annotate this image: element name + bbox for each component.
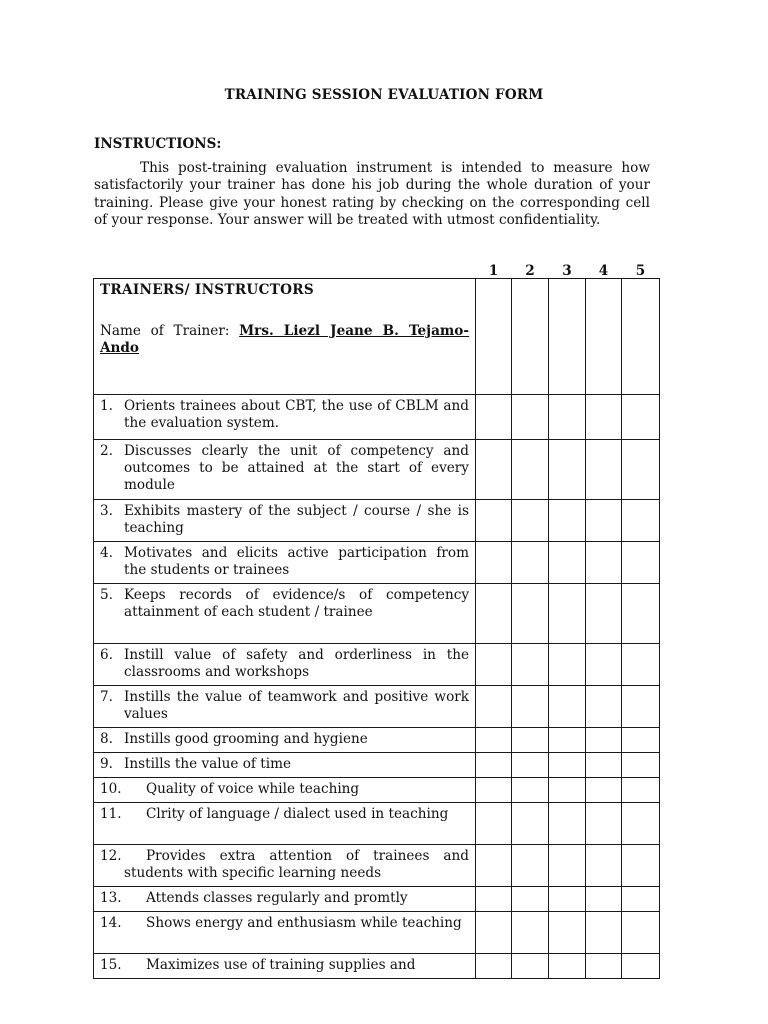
rating-cell-5[interactable] — [622, 887, 660, 912]
table-row — [94, 954, 660, 979]
rating-cell-1[interactable] — [476, 440, 512, 500]
criterion-item — [100, 398, 469, 432]
scale-header-2 — [512, 263, 549, 395]
criterion-text: Instills the value of time — [124, 756, 292, 772]
rating-cell-5[interactable] — [622, 954, 660, 979]
rating-cell-5[interactable] — [622, 753, 660, 778]
criterion-cell — [94, 644, 476, 686]
scale-header-1 — [476, 263, 512, 395]
criterion-number: 14. — [100, 915, 122, 931]
rating-cell-2[interactable] — [512, 584, 549, 644]
rating-cell-1[interactable] — [476, 728, 512, 753]
rating-cell-3[interactable] — [549, 887, 586, 912]
criterion-text: Orients trainees about CBT, the use of CBLM and the evaluation system. — [124, 398, 469, 431]
table-row — [94, 912, 660, 954]
criterion-item — [100, 781, 469, 798]
criterion-text: Instills the value of teamwork and positive work values — [124, 689, 469, 722]
scale-label-3: 3 — [562, 263, 572, 279]
criterion-cell — [94, 500, 476, 542]
rating-cell-1[interactable] — [476, 753, 512, 778]
criterion-cell — [94, 887, 476, 912]
rating-cell-4[interactable] — [586, 542, 622, 584]
criterion-cell — [94, 686, 476, 728]
rating-cell-4[interactable] — [586, 803, 622, 845]
criterion-text: Provides extra attention of trainees and students with specific learning needs — [124, 848, 469, 881]
rating-cell-3[interactable] — [549, 778, 586, 803]
criterion-item — [100, 545, 469, 579]
rating-cell-4[interactable] — [586, 584, 622, 644]
rating-cell-2[interactable] — [512, 728, 549, 753]
criterion-item — [100, 806, 469, 823]
criterion-cell — [94, 542, 476, 584]
criterion-cell — [94, 584, 476, 644]
criterion-cell — [94, 912, 476, 954]
form-title: TRAINING SESSION EVALUATION FORM — [224, 87, 544, 103]
criterion-number: 15. — [100, 957, 122, 973]
criterion-cell — [94, 845, 476, 887]
criterion-number: 12. — [100, 848, 122, 864]
rating-cell-3[interactable] — [549, 500, 586, 542]
criterion-item — [100, 443, 469, 494]
rating-cell-4[interactable] — [586, 395, 622, 440]
table-row — [94, 395, 660, 440]
table-row — [94, 887, 660, 912]
scale-label-5: 5 — [635, 263, 646, 279]
criterion-cell — [94, 778, 476, 803]
instructions-heading: INSTRUCTIONS: — [94, 136, 222, 152]
scale-header-3 — [549, 263, 586, 395]
criterion-item — [100, 890, 469, 907]
rating-cell-2[interactable] — [512, 887, 549, 912]
table-row — [94, 845, 660, 887]
rating-cell-1[interactable] — [476, 912, 512, 954]
rating-cell-2[interactable] — [512, 686, 549, 728]
rating-cell-3[interactable] — [549, 395, 586, 440]
criterion-number: 4. — [100, 545, 113, 561]
rating-cell-1[interactable] — [476, 644, 512, 686]
table-row — [94, 686, 660, 728]
criterion-item — [100, 731, 469, 748]
criterion-item — [100, 587, 469, 621]
rating-cell-2[interactable] — [512, 440, 549, 500]
instructions-text: This post-training evaluation instrument is intended to measure how satisfactorily your trainer has done his job during the whole duration of your training. Please give your honest rating by checking on the corresponding cell of your response. Your answer will be treated with utmost confidentiality. — [94, 160, 650, 228]
criterion-text: Attends classes regularly and promtly — [146, 890, 408, 906]
criterion-number: 3. — [100, 503, 113, 519]
criterion-item — [100, 957, 469, 974]
rating-cell-1[interactable] — [476, 500, 512, 542]
rating-cell-4[interactable] — [586, 778, 622, 803]
rating-cell-3[interactable] — [549, 803, 586, 845]
rating-cell-4[interactable] — [586, 644, 622, 686]
criterion-number: 8. — [100, 731, 113, 747]
table-row — [94, 584, 660, 644]
criterion-text: Instills good grooming and hygiene — [124, 731, 368, 747]
scale-label-4: 4 — [598, 263, 609, 279]
trainer-name: Mrs. Liezl Jeane B. Tejamo-Ando — [100, 323, 470, 356]
scale-header-4 — [586, 263, 622, 395]
criterion-text: Shows energy and enthusiasm while teaching — [146, 915, 462, 931]
rating-cell-4[interactable] — [586, 753, 622, 778]
rating-cell-2[interactable] — [512, 753, 549, 778]
rating-cell-4[interactable] — [586, 500, 622, 542]
rating-cell-4[interactable] — [586, 887, 622, 912]
rating-cell-1[interactable] — [476, 542, 512, 584]
rating-cell-5[interactable] — [622, 845, 660, 887]
table-header-row — [94, 279, 660, 395]
trainers-instructors-label: TRAINERS/ INSTRUCTORS — [100, 282, 314, 298]
criterion-cell — [94, 440, 476, 500]
criterion-cell — [94, 728, 476, 753]
table-row — [94, 644, 660, 686]
rating-cell-3[interactable] — [549, 753, 586, 778]
rating-cell-2[interactable] — [512, 845, 549, 887]
rating-cell-3[interactable] — [549, 954, 586, 979]
rating-cell-1[interactable] — [476, 887, 512, 912]
criterion-item — [100, 756, 469, 773]
rating-cell-5[interactable] — [622, 395, 660, 440]
rating-cell-2[interactable] — [512, 912, 549, 954]
rating-cell-4[interactable] — [586, 686, 622, 728]
rating-cell-2[interactable] — [512, 644, 549, 686]
criterion-text: Discusses clearly the unit of competency and outcomes to be attained at the start of every module — [124, 443, 469, 493]
scale-label-1: 1 — [488, 263, 499, 279]
scale-label-2: 2 — [525, 263, 535, 279]
criterion-item — [100, 915, 469, 932]
criterion-item — [100, 503, 469, 537]
criterion-text: Keeps records of evidence/s of competency attainment of each student / trainee — [124, 587, 469, 620]
criterion-cell — [94, 395, 476, 440]
table-row — [94, 728, 660, 753]
criterion-cell — [94, 753, 476, 778]
rating-cell-2[interactable] — [512, 500, 549, 542]
rating-cell-5[interactable] — [622, 584, 660, 644]
trainer-name-line — [100, 323, 469, 357]
rating-cell-3[interactable] — [549, 686, 586, 728]
rating-cell-2[interactable] — [512, 803, 549, 845]
rating-cell-5[interactable] — [622, 912, 660, 954]
criterion-number: 13. — [100, 890, 122, 906]
rating-cell-1[interactable] — [476, 686, 512, 728]
criterion-number: 9. — [100, 756, 113, 772]
rating-cell-3[interactable] — [549, 584, 586, 644]
rating-cell-5[interactable] — [622, 728, 660, 753]
criterion-number: 1. — [100, 398, 113, 414]
criterion-cell — [94, 954, 476, 979]
rating-cell-4[interactable] — [586, 440, 622, 500]
table-row — [94, 500, 660, 542]
rating-cell-5[interactable] — [622, 500, 660, 542]
rating-cell-4[interactable] — [586, 728, 622, 753]
table-row — [94, 803, 660, 845]
criterion-number: 6. — [100, 647, 113, 663]
criterion-number: 10. — [100, 781, 122, 797]
criterion-text: Exhibits mastery of the subject / course / she is teaching — [124, 503, 469, 536]
evaluation-table — [93, 263, 660, 979]
rating-cell-3[interactable] — [549, 542, 586, 584]
table-row — [94, 753, 660, 778]
rating-cell-2[interactable] — [512, 778, 549, 803]
rating-cell-3[interactable] — [549, 728, 586, 753]
criterion-number: 2. — [100, 443, 113, 459]
criterion-number: 7. — [100, 689, 113, 705]
criterion-text: Motivates and elicits active participation from the students or trainees — [124, 545, 469, 578]
criterion-item — [100, 848, 469, 882]
criterion-text: Instill value of safety and orderliness in the classrooms and workshops — [124, 647, 469, 680]
rating-cell-1[interactable] — [476, 584, 512, 644]
rating-cell-5[interactable] — [622, 542, 660, 584]
rating-cell-4[interactable] — [586, 912, 622, 954]
rating-cell-3[interactable] — [549, 440, 586, 500]
table-row — [94, 542, 660, 584]
rating-cell-2[interactable] — [512, 395, 549, 440]
table-row — [94, 440, 660, 500]
criterion-cell — [94, 803, 476, 845]
criterion-text: Clrity of language / dialect used in teaching — [146, 806, 449, 822]
trainer-name-prefix: Name of Trainer: — [100, 323, 230, 339]
rating-cell-1[interactable] — [476, 845, 512, 887]
rating-cell-5[interactable] — [622, 686, 660, 728]
rating-cell-3[interactable] — [549, 644, 586, 686]
rating-cell-2[interactable] — [512, 954, 549, 979]
criterion-number: 11. — [100, 806, 122, 822]
rating-cell-1[interactable] — [476, 395, 512, 440]
rating-cell-1[interactable] — [476, 954, 512, 979]
rating-cell-5[interactable] — [622, 440, 660, 500]
rating-cell-5[interactable] — [622, 644, 660, 686]
criterion-number: 5. — [100, 587, 113, 603]
scale-header-5 — [622, 263, 660, 395]
table-row — [94, 778, 660, 803]
criterion-item — [100, 689, 469, 723]
rating-cell-1[interactable] — [476, 803, 512, 845]
criterion-item — [100, 647, 469, 681]
rating-cell-1[interactable] — [476, 778, 512, 803]
criterion-text: Maximizes use of training supplies and — [146, 957, 416, 973]
rating-cell-4[interactable] — [586, 845, 622, 887]
rating-cell-4[interactable] — [586, 954, 622, 979]
rating-cell-2[interactable] — [512, 542, 549, 584]
rating-cell-3[interactable] — [549, 845, 586, 887]
rating-cell-3[interactable] — [549, 912, 586, 954]
rating-cell-5[interactable] — [622, 778, 660, 803]
trainer-header-cell — [94, 279, 476, 395]
rating-cell-5[interactable] — [622, 803, 660, 845]
criterion-text: Quality of voice while teaching — [146, 781, 360, 797]
